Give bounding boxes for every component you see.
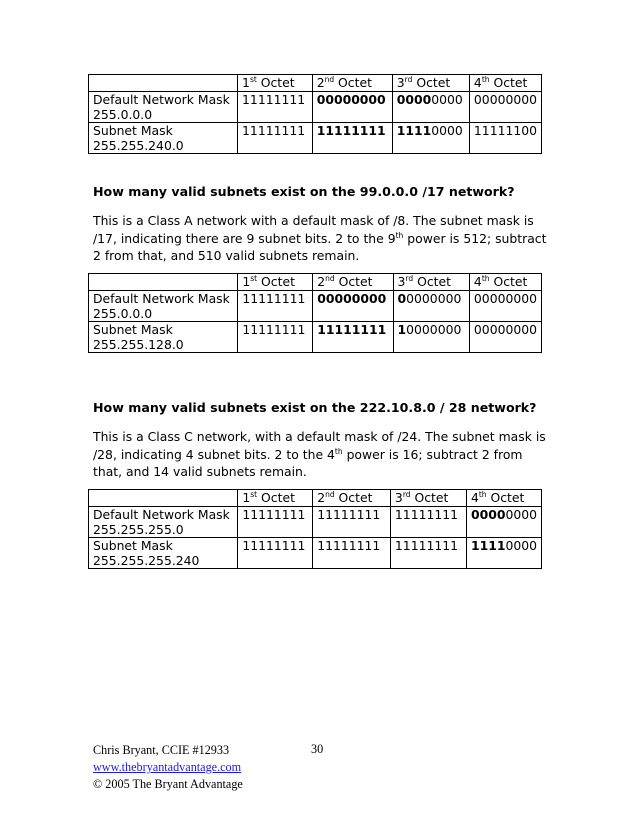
octet-cell: 11111111 <box>238 92 313 123</box>
octet-cell: 11111111 <box>312 123 392 154</box>
page-number: 30 <box>311 742 324 756</box>
header-octet-4: 4th Octet <box>466 490 541 507</box>
octet-cell: 11111111 <box>390 538 466 569</box>
octet-cell: 10000000 <box>393 322 469 353</box>
octet-cell: 00000000 <box>312 92 392 123</box>
row-label: Default Network Mask 255.0.0.0 <box>89 291 238 322</box>
header-octet-1: 1st Octet <box>238 490 313 507</box>
explanation-paragraph: This is a Class C network, with a default mask of /24. The subnet mask is /28, indicating 4 subnet bits. 2 to the 4th power is 16; subtract 2 from that, and 14 valid subnets remain. <box>93 429 546 479</box>
footer-author: Chris Bryant, CCIE #12933 <box>93 743 230 757</box>
octet-cell: 11110000 <box>392 123 469 154</box>
header-octet-3: 3rd Octet <box>393 274 469 291</box>
octet-cell: 00000000 <box>466 507 541 538</box>
octet-table-3 <box>88 489 542 569</box>
octet-cell: 00000000 <box>469 291 541 322</box>
header-octet-4: 4th Octet <box>469 274 541 291</box>
octet-cell: 11111111 <box>313 322 393 353</box>
row-label: Default Network Mask 255.0.0.0 <box>89 92 238 123</box>
table-row <box>89 322 542 353</box>
header-octet-2: 2nd Octet <box>313 274 393 291</box>
octet-cell: 00000000 <box>392 92 469 123</box>
octet-cell: 11111111 <box>238 322 313 353</box>
octet-cell: 00000000 <box>469 322 541 353</box>
table-header-row <box>89 274 542 291</box>
octet-cell: 11111111 <box>313 538 391 569</box>
header-octet-1: 1st Octet <box>238 274 313 291</box>
table-row <box>89 291 542 322</box>
octet-cell: 00000000 <box>393 291 469 322</box>
header-octet-4: 4th Octet <box>469 75 541 92</box>
octet-cell: 11111111 <box>238 507 313 538</box>
octet-cell: 11111111 <box>390 507 466 538</box>
octet-cell: 11111100 <box>469 123 541 154</box>
octet-cell: 00000000 <box>313 291 393 322</box>
row-label: Subnet Mask 255.255.255.240 <box>89 538 238 569</box>
header-empty-cell <box>89 75 238 92</box>
table-row <box>89 507 542 538</box>
header-octet-2: 2nd Octet <box>312 75 392 92</box>
header-octet-3: 3rd Octet <box>392 75 469 92</box>
question-heading: How many valid subnets exist on the 99.0.0.0 /17 network? <box>93 184 515 199</box>
octet-table-1 <box>88 74 542 154</box>
octet-cell: 11111111 <box>238 123 313 154</box>
table-row <box>89 123 542 154</box>
explanation-paragraph: This is a Class A network with a default mask of /8. The subnet mask is /17, indicating there are 9 subnet bits. 2 to the 9th power is 512; subtract 2 from that, and 510 valid subnets remain. <box>93 213 547 263</box>
header-empty-cell <box>89 490 238 507</box>
question-heading: How many valid subnets exist on the 222.10.8.0 / 28 network? <box>93 400 537 415</box>
octet-cell: 11111111 <box>313 507 391 538</box>
footer <box>93 742 243 793</box>
table-row <box>89 538 542 569</box>
octet-cell: 11111111 <box>238 538 313 569</box>
table-header-row <box>89 490 542 507</box>
header-octet-2: 2nd Octet <box>313 490 391 507</box>
octet-cell: 11111111 <box>238 291 313 322</box>
header-octet-1: 1st Octet <box>238 75 313 92</box>
row-label: Default Network Mask 255.255.255.0 <box>89 507 238 538</box>
octet-table-2 <box>88 273 542 353</box>
octet-cell: 00000000 <box>469 92 541 123</box>
table-header-row <box>89 75 542 92</box>
octet-cell: 11110000 <box>466 538 541 569</box>
row-label: Subnet Mask 255.255.128.0 <box>89 322 238 353</box>
header-empty-cell <box>89 274 238 291</box>
footer-copyright: © 2005 The Bryant Advantage <box>93 777 243 791</box>
header-octet-3: 3rd Octet <box>390 490 466 507</box>
row-label: Subnet Mask 255.255.240.0 <box>89 123 238 154</box>
table-row <box>89 92 542 123</box>
footer-website-link[interactable]: www.thebryantadvantage.com <box>93 760 242 774</box>
